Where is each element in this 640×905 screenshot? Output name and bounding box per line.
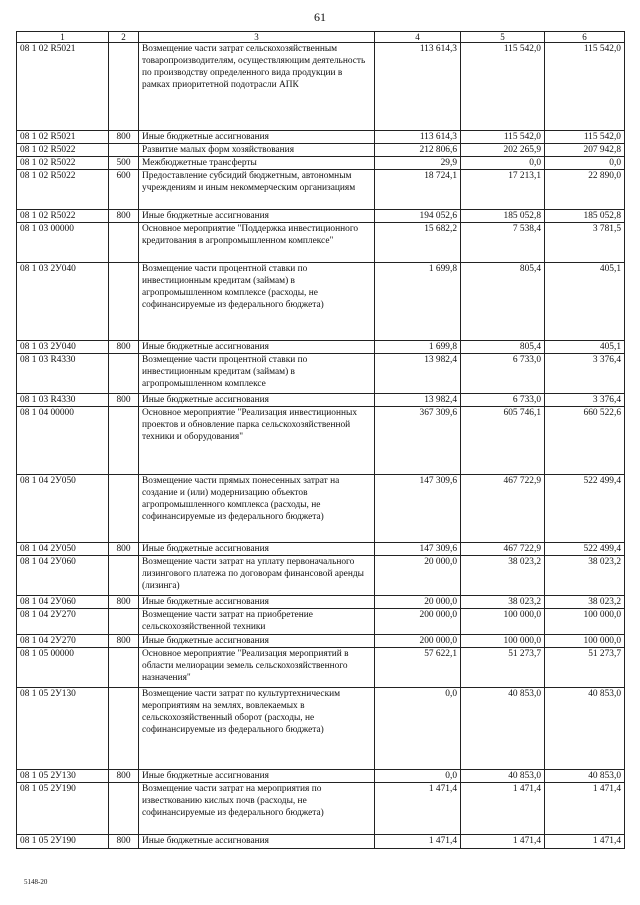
cell-amount-col5: 467 722,9	[461, 543, 545, 556]
cell-name: Основное мероприятие "Реализация мероприятий в области мелиорации земель сельскохозяйственного назначения"	[139, 648, 375, 688]
cell-name: Возмещение части процентной ставки по инвестиционным кредитам (займам) в агропромышленном комплексе	[139, 354, 375, 394]
cell-expense-type: 800	[109, 835, 139, 849]
cell-name: Иные бюджетные ассигнования	[139, 131, 375, 144]
cell-amount-col6: 38 023,2	[545, 556, 625, 596]
cell-amount-col5: 38 023,2	[461, 556, 545, 596]
cell-amount-col6: 38 023,2	[545, 596, 625, 609]
table-row	[17, 223, 625, 263]
cell-amount-col4: 147 309,6	[375, 543, 461, 556]
cell-amount-col6: 51 273,7	[545, 648, 625, 688]
cell-amount-col6: 115 542,0	[545, 131, 625, 144]
cell-amount-col5: 202 265,9	[461, 144, 545, 157]
cell-amount-col6: 1 471,4	[545, 783, 625, 835]
cell-expense-type	[109, 475, 139, 543]
cell-code: 08 1 02 R5022	[17, 170, 109, 210]
cell-amount-col5: 1 471,4	[461, 783, 545, 835]
cell-expense-type	[109, 648, 139, 688]
cell-code: 08 1 03 R4330	[17, 394, 109, 407]
table-row	[17, 688, 625, 770]
column-header: 3	[139, 32, 375, 43]
cell-code: 08 1 04 2У060	[17, 596, 109, 609]
cell-amount-col4: 367 309,6	[375, 407, 461, 475]
cell-expense-type	[109, 407, 139, 475]
cell-amount-col4: 57 622,1	[375, 648, 461, 688]
cell-amount-col4: 147 309,6	[375, 475, 461, 543]
table-row	[17, 210, 625, 223]
cell-amount-col5: 51 273,7	[461, 648, 545, 688]
cell-amount-col6: 100 000,0	[545, 609, 625, 635]
cell-amount-col4: 29,9	[375, 157, 461, 170]
table-row	[17, 263, 625, 341]
cell-amount-col6: 40 853,0	[545, 688, 625, 770]
table-row	[17, 131, 625, 144]
footer-code: 5148-20	[24, 878, 48, 886]
table-header-row	[17, 32, 625, 43]
cell-expense-type	[109, 43, 139, 131]
cell-amount-col4: 15 682,2	[375, 223, 461, 263]
cell-code: 08 1 02 R5021	[17, 131, 109, 144]
cell-name: Основное мероприятие "Поддержка инвестиционного кредитования в агропромышленном комплексе"	[139, 223, 375, 263]
cell-amount-col5: 467 722,9	[461, 475, 545, 543]
cell-amount-col5: 805,4	[461, 341, 545, 354]
cell-code: 08 1 03 R4330	[17, 354, 109, 394]
cell-expense-type: 800	[109, 341, 139, 354]
cell-expense-type: 500	[109, 157, 139, 170]
cell-amount-col6: 185 052,8	[545, 210, 625, 223]
cell-code: 08 1 02 R5021	[17, 43, 109, 131]
cell-amount-col5: 40 853,0	[461, 688, 545, 770]
cell-expense-type	[109, 556, 139, 596]
cell-amount-col4: 200 000,0	[375, 609, 461, 635]
cell-amount-col4: 13 982,4	[375, 394, 461, 407]
cell-amount-col6: 207 942,8	[545, 144, 625, 157]
cell-code: 08 1 03 00000	[17, 223, 109, 263]
cell-code: 08 1 02 R5022	[17, 210, 109, 223]
cell-code: 08 1 02 R5022	[17, 157, 109, 170]
cell-amount-col5: 605 746,1	[461, 407, 545, 475]
table-row	[17, 648, 625, 688]
cell-amount-col4: 1 471,4	[375, 783, 461, 835]
cell-name: Межбюджетные трансферты	[139, 157, 375, 170]
cell-amount-col4: 200 000,0	[375, 635, 461, 648]
table-row	[17, 394, 625, 407]
table-row	[17, 596, 625, 609]
cell-amount-col5: 1 471,4	[461, 835, 545, 849]
table-row	[17, 770, 625, 783]
cell-expense-type: 800	[109, 543, 139, 556]
cell-expense-type: 800	[109, 394, 139, 407]
cell-amount-col4: 113 614,3	[375, 131, 461, 144]
cell-expense-type	[109, 783, 139, 835]
cell-name: Предоставление субсидий бюджетным, автономным учреждениям и иным некоммерческим организациям	[139, 170, 375, 210]
cell-code: 08 1 05 2У190	[17, 835, 109, 849]
cell-expense-type: 800	[109, 596, 139, 609]
cell-amount-col6: 115 542,0	[545, 43, 625, 131]
table-row	[17, 43, 625, 131]
cell-amount-col6: 1 471,4	[545, 835, 625, 849]
table-row	[17, 407, 625, 475]
table-row	[17, 144, 625, 157]
cell-name: Основное мероприятие "Реализация инвестиционных проектов и обновление парка сельскохозяйственной техники и оборудования"	[139, 407, 375, 475]
cell-amount-col6: 0,0	[545, 157, 625, 170]
cell-amount-col4: 212 806,6	[375, 144, 461, 157]
cell-name: Иные бюджетные ассигнования	[139, 543, 375, 556]
table-row	[17, 354, 625, 394]
cell-name: Иные бюджетные ассигнования	[139, 770, 375, 783]
table-row	[17, 475, 625, 543]
cell-code: 08 1 05 00000	[17, 648, 109, 688]
table-row	[17, 635, 625, 648]
table-row	[17, 341, 625, 354]
page-number: 61	[314, 10, 326, 24]
cell-name: Возмещение части затрат на уплату первоначального лизингового платежа по договорам финансовой аренды (лизинга)	[139, 556, 375, 596]
cell-expense-type: 800	[109, 635, 139, 648]
cell-amount-col5: 6 733,0	[461, 394, 545, 407]
cell-code: 08 1 04 2У050	[17, 543, 109, 556]
cell-amount-col6: 522 499,4	[545, 475, 625, 543]
cell-amount-col4: 20 000,0	[375, 556, 461, 596]
cell-code: 08 1 02 R5022	[17, 144, 109, 157]
cell-amount-col6: 405,1	[545, 341, 625, 354]
cell-name: Иные бюджетные ассигнования	[139, 596, 375, 609]
cell-amount-col4: 1 699,8	[375, 263, 461, 341]
budget-table	[16, 31, 625, 849]
table-row	[17, 170, 625, 210]
cell-expense-type: 800	[109, 210, 139, 223]
cell-amount-col5: 0,0	[461, 157, 545, 170]
cell-expense-type	[109, 354, 139, 394]
cell-amount-col6: 22 890,0	[545, 170, 625, 210]
column-header: 6	[545, 32, 625, 43]
cell-name: Развитие малых форм хозяйствования	[139, 144, 375, 157]
cell-amount-col4: 1 471,4	[375, 835, 461, 849]
cell-amount-col6: 405,1	[545, 263, 625, 341]
cell-name: Возмещение части затрат сельскохозяйственным товаропроизводителям, осуществляющим деятельность по производству определенного вида продукции в рамках приоритетной подотрасли АПК	[139, 43, 375, 131]
cell-code: 08 1 04 2У270	[17, 635, 109, 648]
cell-expense-type	[109, 609, 139, 635]
cell-expense-type: 600	[109, 170, 139, 210]
cell-amount-col5: 17 213,1	[461, 170, 545, 210]
cell-amount-col6: 660 522,6	[545, 407, 625, 475]
cell-code: 08 1 03 2У040	[17, 341, 109, 354]
cell-amount-col5: 115 542,0	[461, 131, 545, 144]
cell-name: Возмещение части прямых понесенных затрат на создание и (или) модернизацию объектов агропромышленного комплекса (расходы, не софинансируемые из федерального бюджета)	[139, 475, 375, 543]
cell-amount-col6: 100 000,0	[545, 635, 625, 648]
cell-name: Иные бюджетные ассигнования	[139, 341, 375, 354]
cell-code: 08 1 05 2У190	[17, 783, 109, 835]
cell-amount-col5: 40 853,0	[461, 770, 545, 783]
cell-amount-col6: 3 376,4	[545, 394, 625, 407]
cell-amount-col4: 13 982,4	[375, 354, 461, 394]
cell-amount-col4: 18 724,1	[375, 170, 461, 210]
cell-code: 08 1 05 2У130	[17, 688, 109, 770]
cell-name: Иные бюджетные ассигнования	[139, 210, 375, 223]
column-header: 5	[461, 32, 545, 43]
table-row	[17, 609, 625, 635]
cell-amount-col6: 3 376,4	[545, 354, 625, 394]
cell-amount-col6: 40 853,0	[545, 770, 625, 783]
cell-name: Возмещение части затрат на мероприятия по известкованию кислых почв (расходы, не софинансируемые из федерального бюджета)	[139, 783, 375, 835]
cell-name: Возмещение части процентной ставки по инвестиционным кредитам (займам) в агропромышленном комплексе (расходы, не софинансируемые из федерального бюджета)	[139, 263, 375, 341]
table-row	[17, 543, 625, 556]
cell-amount-col4: 0,0	[375, 688, 461, 770]
cell-amount-col5: 185 052,8	[461, 210, 545, 223]
column-header: 2	[109, 32, 139, 43]
cell-amount-col6: 522 499,4	[545, 543, 625, 556]
table-row	[17, 556, 625, 596]
cell-expense-type: 800	[109, 770, 139, 783]
cell-amount-col5: 100 000,0	[461, 635, 545, 648]
cell-amount-col5: 100 000,0	[461, 609, 545, 635]
table-row	[17, 157, 625, 170]
cell-name: Иные бюджетные ассигнования	[139, 394, 375, 407]
cell-expense-type	[109, 223, 139, 263]
cell-name: Иные бюджетные ассигнования	[139, 835, 375, 849]
cell-amount-col5: 805,4	[461, 263, 545, 341]
table-row	[17, 835, 625, 849]
cell-amount-col4: 1 699,8	[375, 341, 461, 354]
cell-code: 08 1 04 00000	[17, 407, 109, 475]
cell-amount-col4: 113 614,3	[375, 43, 461, 131]
cell-expense-type: 800	[109, 131, 139, 144]
cell-code: 08 1 04 2У270	[17, 609, 109, 635]
cell-amount-col4: 20 000,0	[375, 596, 461, 609]
table-row	[17, 783, 625, 835]
cell-name: Возмещение части затрат по культуртехническим мероприятиям на землях, вовлекаемых в сельскохозяйственный оборот (расходы, не софинансируемые из федерального бюджета)	[139, 688, 375, 770]
cell-amount-col5: 115 542,0	[461, 43, 545, 131]
cell-amount-col5: 7 538,4	[461, 223, 545, 263]
column-header: 1	[17, 32, 109, 43]
cell-expense-type	[109, 688, 139, 770]
cell-amount-col5: 6 733,0	[461, 354, 545, 394]
cell-code: 08 1 04 2У050	[17, 475, 109, 543]
cell-code: 08 1 05 2У130	[17, 770, 109, 783]
cell-expense-type	[109, 263, 139, 341]
cell-amount-col5: 38 023,2	[461, 596, 545, 609]
cell-name: Иные бюджетные ассигнования	[139, 635, 375, 648]
cell-expense-type	[109, 144, 139, 157]
cell-amount-col6: 3 781,5	[545, 223, 625, 263]
cell-amount-col4: 0,0	[375, 770, 461, 783]
column-header: 4	[375, 32, 461, 43]
cell-code: 08 1 03 2У040	[17, 263, 109, 341]
cell-code: 08 1 04 2У060	[17, 556, 109, 596]
cell-amount-col4: 194 052,6	[375, 210, 461, 223]
cell-name: Возмещение части затрат на приобретение сельскохозяйственной техники	[139, 609, 375, 635]
